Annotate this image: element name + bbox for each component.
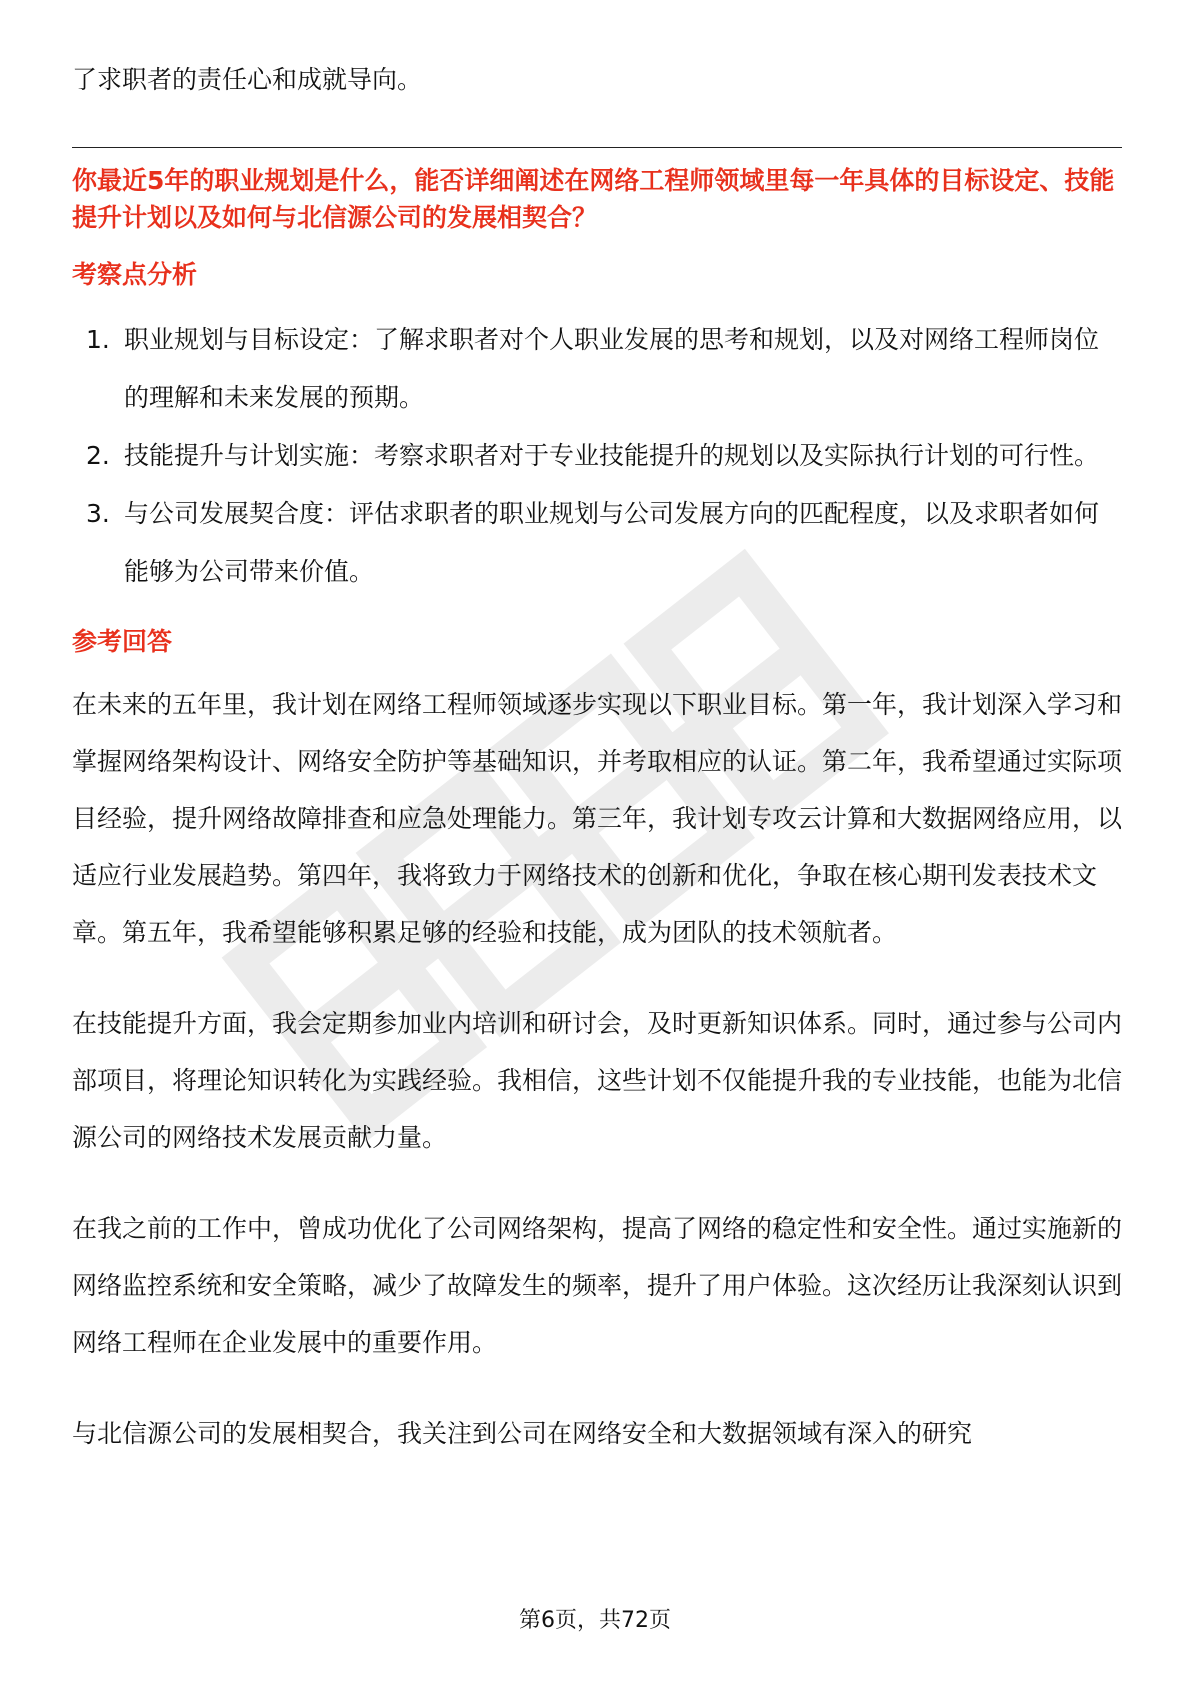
answer-paragraph-1: 在未来的五年里，我计划在网络工程师领域逐步实现以下职业目标。第一年，我计划深入学习和掌握网络架构设计、网络安全防护等基础知识，并考取相应的认证。第二年，我希望通过实际项目经验，提升网络故障排查和应急处理能力。第三年，我计划专攻云计算和大数据网络应用，以适应行业发展趋势。第四年，我将致力于网络技术的创新和优化，争取在核心期刊发表技术文章。第五年，我希望能够积累足够的经验和技能，成为团队的技术领航者。 [72,690,1123,947]
analysis-point-2 [72,427,1122,485]
section-divider [72,147,1122,148]
analysis-point-3 [72,485,1122,601]
point-number: 1. [86,325,110,354]
document-content [72,50,1122,1462]
answer-paragraph-4: 与北信源公司的发展相契合，我关注到公司在网络安全和大数据领域有深入的研究 [72,1419,973,1448]
answer-paragraph-3: 在我之前的工作中，曾成功优化了公司网络架构，提高了网络的稳定性和安全性。通过实施新的网络监控系统和安全策略，减少了故障发生的频率，提升了用户体验。这次经历让我深刻认识到网络工程师在企业发展中的重要作用。 [72,1214,1123,1357]
point-number: 2. [86,441,110,470]
continued-text: 了求职者的责任心和成就导向。 [72,65,423,94]
point-text: 职业规划与目标设定：了解求职者对个人职业发展的思考和规划，以及对网络工程师岗位的理解和未来发展的预期。 [124,325,1100,412]
interview-question: 你最近5年的职业规划是什么，能否详细阐述在网络工程师领域里每一年具体的目标设定、技能提升计划以及如何与北信源公司的发展相契合？ [72,166,1115,232]
analysis-points [72,311,1122,601]
page-footer: 第6页，共72页 [519,1608,671,1633]
point-text: 与公司发展契合度：评估求职者的职业规划与公司发展方向的匹配程度，以及求职者如何能够为公司带来价值。 [124,499,1100,586]
answer-heading: 参考回答 [72,627,173,656]
analysis-point-1 [72,311,1122,427]
point-text: 技能提升与计划实施：考察求职者对于专业技能提升的规划以及实际执行计划的可行性。 [124,441,1100,470]
answer-paragraph-2: 在技能提升方面，我会定期参加业内培训和研讨会，及时更新知识体系。同时，通过参与公司内部项目，将理论知识转化为实践经验。我相信，这些计划不仅能提升我的专业技能，也能为北信源公司的网络技术发展贡献力量。 [72,1009,1123,1152]
analysis-heading: 考察点分析 [72,260,198,289]
point-number: 3. [86,499,110,528]
